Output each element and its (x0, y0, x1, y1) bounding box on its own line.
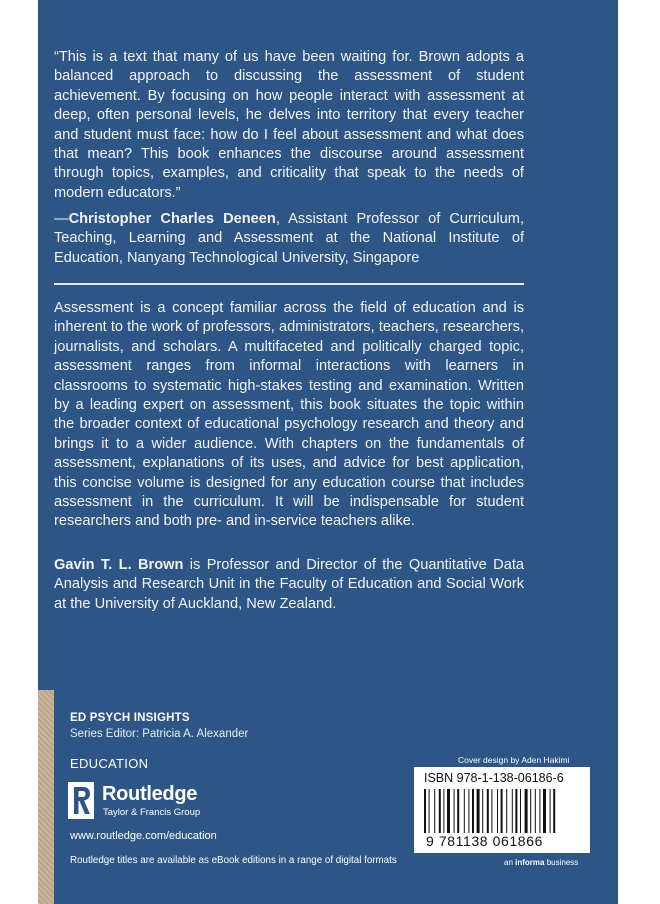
barcode-bar (429, 789, 430, 833)
barcode-bar (515, 789, 517, 833)
series-editor: Series Editor: Patricia A. Alexander (70, 728, 249, 740)
author-bio-text: is Professor and Director of the Quantitative Data Analysis and Research Unit in the Faculty of Education and Social Work at the University of Auckland, New Zealand. (54, 557, 524, 612)
endorsement-attribution (54, 210, 524, 268)
subject-category: EDUCATION (70, 756, 149, 771)
barcode-icon (422, 789, 582, 833)
author-bio (54, 556, 524, 614)
book-description: Assessment is a concept familiar across the field of education and is inherent to the work of professors, administrators, teachers, researchers, journalists, and scholars. A multifaceted and politically charged topic, assessment ranges from informal interactions with learners in classrooms to systematic high-stakes testing and examination. Written by a leading expert on assessment, this book situates the topic within the broader context of educational psychology research and theory and brings it to a wider audience. With chapters on the fundamentals of assessment, explanations of its uses, and advice for best application, this concise volume is designed for any education course that includes assessment in the curriculum. It will be indispensable for student researchers and both pre- and in-service teachers alike. (54, 300, 524, 530)
barcode-bar (443, 789, 444, 833)
barcode-bar (535, 789, 536, 833)
barcode-bar (525, 789, 528, 833)
barcode-bar (454, 789, 455, 833)
barcode-bar (497, 789, 498, 833)
barcode-bar (439, 789, 441, 833)
barcode-bar (468, 789, 469, 833)
endorsement-quote: “This is a text that many of us have been waiting for. Brown adopts a balanced approach to discussing the assessment of student achievement. By focusing on how people interact with assessment at deep, often personal levels, he delves into territory that every teacher and student must face: how do I feel about assessment and what does that mean? This book enhances the discourse around assessment through topics, examples, and criticality that speak to the needs of modern educators.” (54, 49, 524, 201)
barcode-bar (457, 789, 459, 833)
isbn-label: ISBN 978-1-138-06186-6 (424, 771, 564, 785)
informa-business-tag: an informa business (504, 858, 579, 867)
barcode-bar (506, 789, 507, 833)
publisher-url: www.routledge.com/education (70, 830, 217, 842)
barcode-bar (434, 789, 435, 833)
publisher-logo (68, 782, 238, 822)
barcode-bar (447, 789, 450, 833)
barcode-bar (482, 789, 483, 833)
barcode-digits: 9 781138 061866 (426, 833, 543, 849)
ebook-note: Routledge titles are available as eBook editions in a range of digital formats (70, 855, 397, 866)
series-title: ED PSYCH INSIGHTS (70, 712, 190, 724)
routledge-logo-icon (68, 782, 96, 820)
author-name: Gavin T. L. Brown (54, 557, 184, 573)
barcode-bar (553, 789, 555, 833)
endorser-title: , Assistant Professor of Curriculum, Teaching, Learning and Assessment at the National Institute of Education, Nanyang Technological University, Singapore (54, 211, 524, 266)
barcode-bar (550, 789, 551, 833)
endorser-name: Christopher Charles Deneen (68, 211, 276, 227)
barcode-bar (520, 789, 521, 833)
publisher-name: Routledge (102, 783, 198, 805)
barcode-bar (501, 789, 503, 833)
barcode-bar (543, 789, 546, 833)
barcode-bar (512, 789, 513, 833)
isbn-barcode (414, 767, 590, 853)
barcode-bar (491, 789, 492, 833)
barcode-bar (472, 789, 474, 833)
spine-texture (38, 690, 54, 904)
barcode-bar (539, 789, 540, 833)
barcode-bar (424, 789, 426, 833)
section-divider (54, 283, 524, 285)
publisher-group: Taylor & Francis Group (103, 807, 201, 818)
attribution-dash: — (54, 211, 69, 227)
cover-design-credit: Cover design by Aden Hakimi (458, 755, 570, 765)
barcode-bar (464, 789, 465, 833)
barcode-bar (487, 789, 489, 833)
barcode-bar (477, 789, 480, 833)
barcode-bar (530, 789, 531, 833)
